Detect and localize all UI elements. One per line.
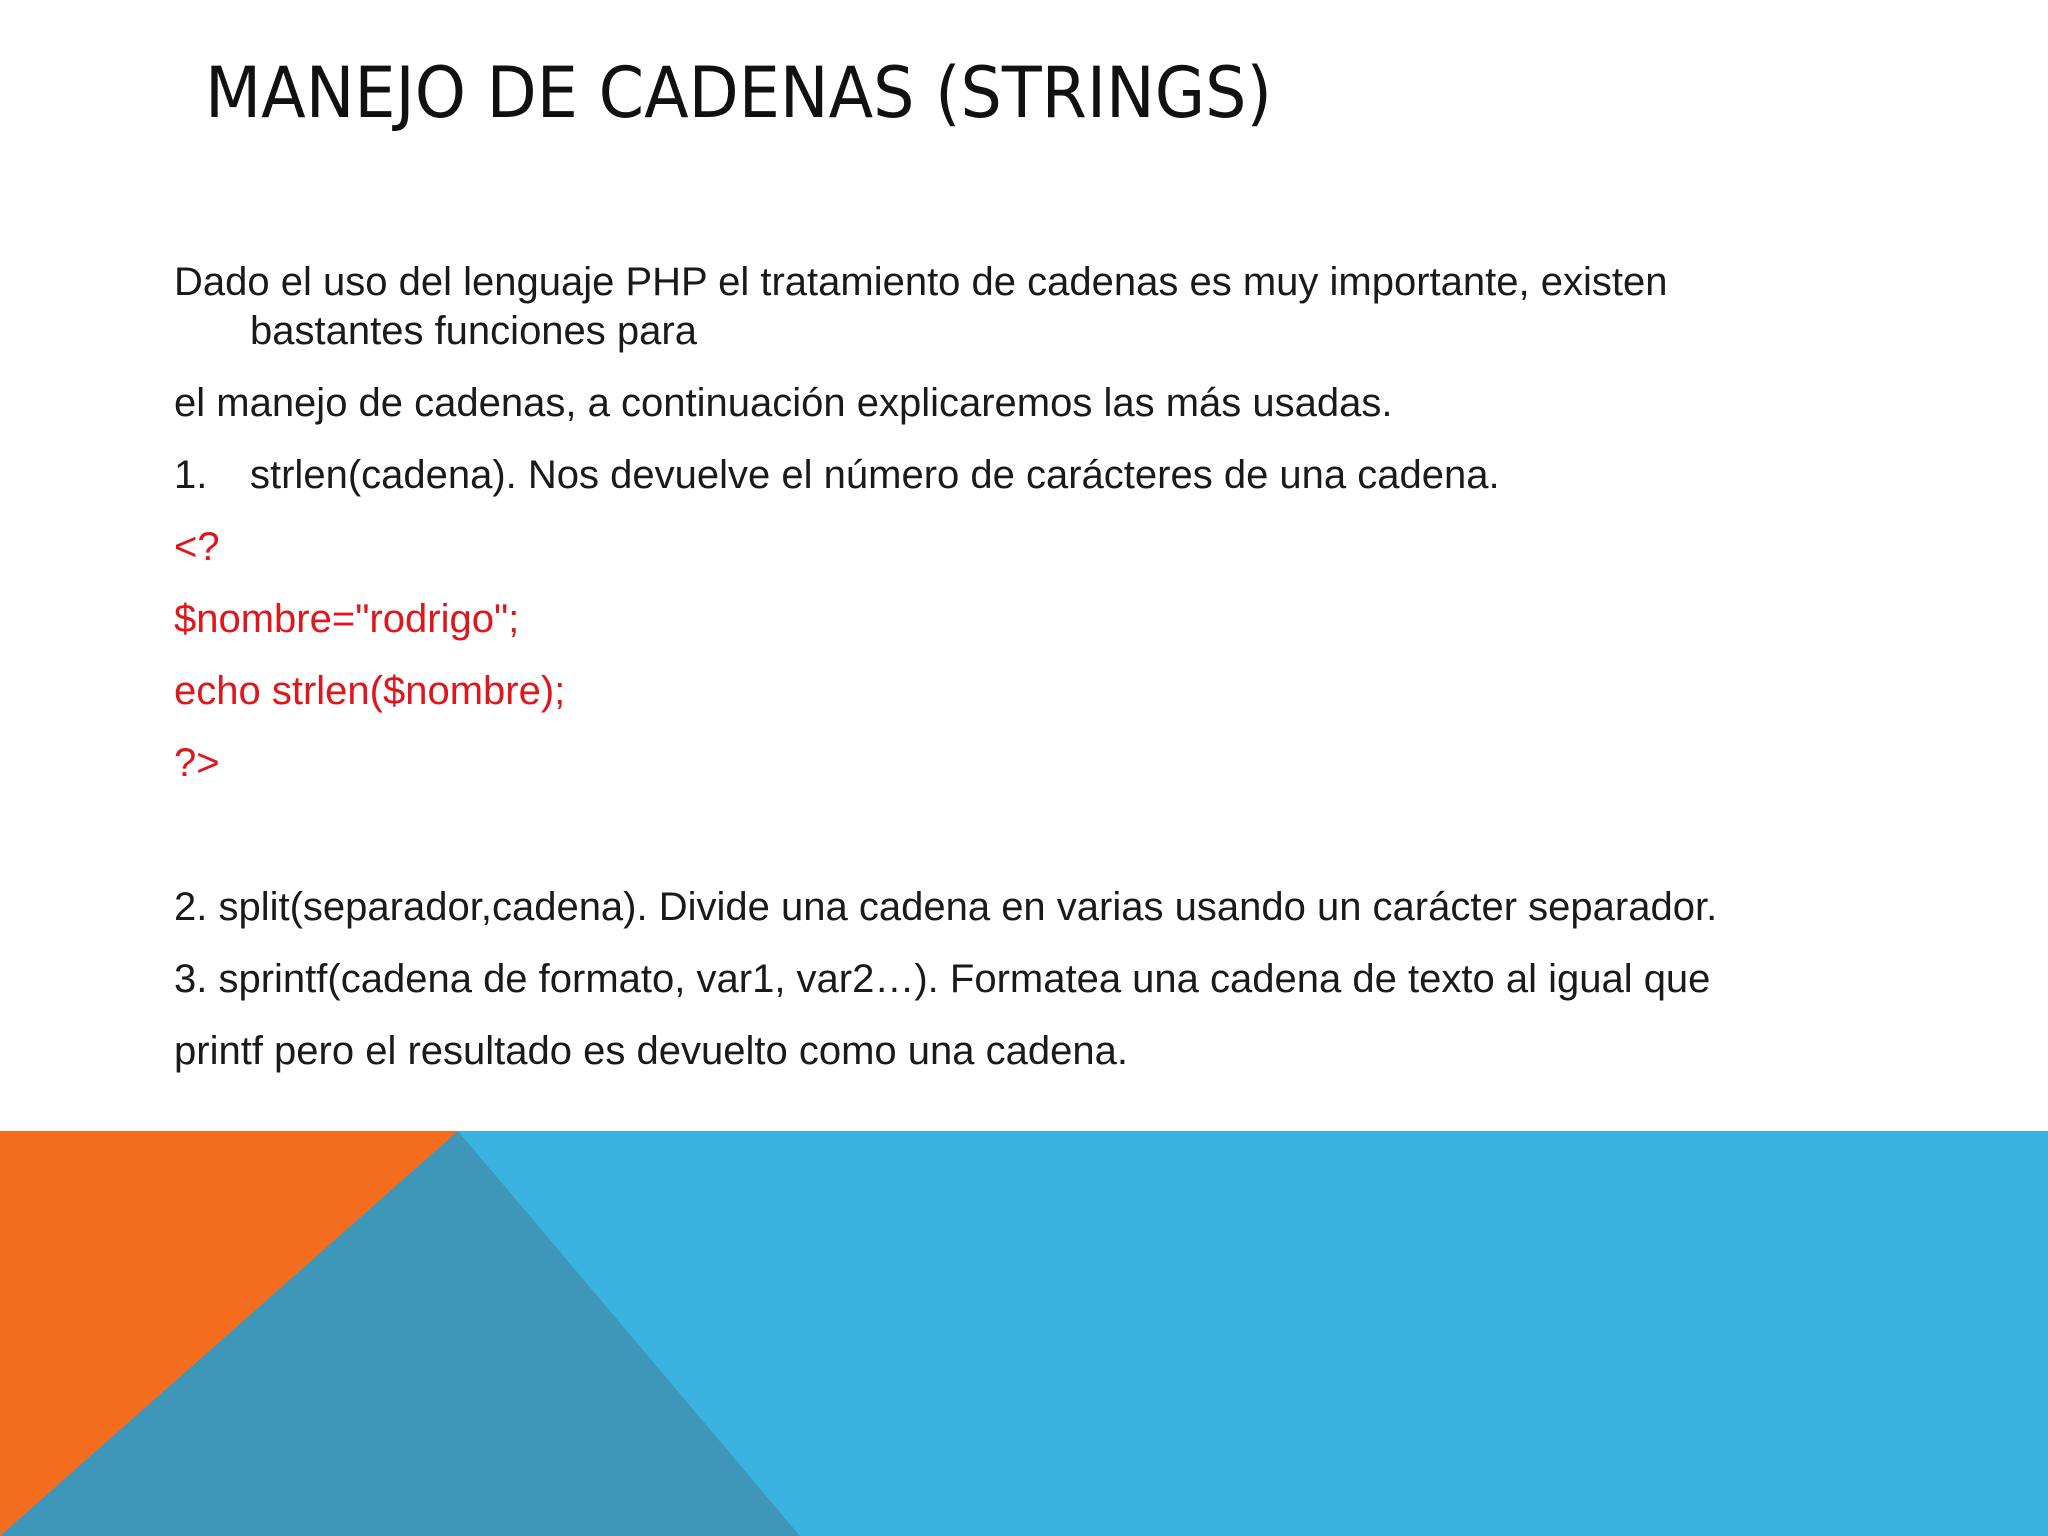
code-line-1: <? <box>174 525 220 569</box>
list-item-3-line-2: printf pero el resultado es devuelto como una cadena. <box>174 1029 1128 1073</box>
slide-title: MANEJO DE CADENAS (STRINGS) <box>205 52 1272 134</box>
code-line-2: $nombre="rodrigo"; <box>174 597 520 641</box>
intro-line-3: el manejo de cadenas, a continuación explicaremos las más usadas. <box>174 381 1393 425</box>
intro-line-2: bastantes funciones para <box>250 309 697 353</box>
code-line-3: echo strlen($nombre); <box>174 669 566 713</box>
list-item-2: 2. split(separador,cadena). Divide una cadena en varias usando un carácter separador. <box>174 885 1718 929</box>
list-item-1-text: strlen(cadena). Nos devuelve el número de carácteres de una cadena. <box>250 453 1500 497</box>
code-line-4: ?> <box>174 741 220 785</box>
list-item-3-line-1: 3. sprintf(cadena de formato, var1, var2…). Formatea una cadena de texto al igual que <box>174 957 1711 1001</box>
list-item-1-number: 1. <box>174 453 208 497</box>
decorative-footer-band <box>0 1131 2048 1536</box>
intro-line-1: Dado el uso del lenguaje PHP el tratamiento de cadenas es muy importante, existen <box>174 260 1668 304</box>
